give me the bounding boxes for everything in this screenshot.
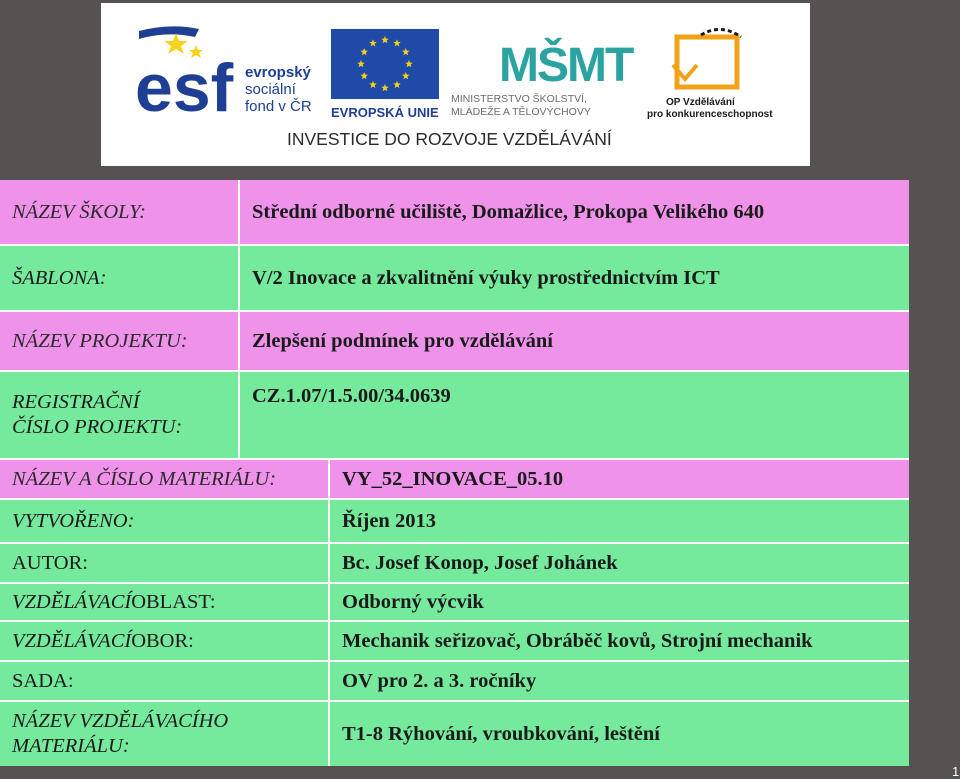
row-value: Mechanik seřizovač, Obráběč kovů, Strojní mechanik: [328, 622, 909, 660]
row-label: VZDĚLÁVACÍ OBLAST:: [12, 590, 216, 613]
row-education-field: [0, 620, 909, 660]
row-label: VZDĚLÁVACÍ OBOR:: [12, 629, 194, 652]
row-value: VY_52_INOVACE_05.10: [328, 460, 909, 498]
slogan: INVESTICE DO ROZVOJE VZDĚLÁVÁNÍ: [287, 129, 612, 149]
row-project-name: [0, 310, 909, 370]
row-label: VYTVOŘENO:: [12, 509, 135, 532]
row-value: Střední odborné učiliště, Domažlice, Prokopa Velikého 640: [238, 180, 909, 244]
op-line1: OP Vzdělávání: [666, 97, 735, 108]
row-label: NÁZEV A ČÍSLO MATERIÁLU:: [12, 467, 277, 490]
row-value: OV pro 2. a 3. ročníky: [328, 662, 909, 700]
row-school-name: [0, 180, 909, 244]
project-info-table: [0, 180, 909, 766]
row-template: [0, 244, 909, 310]
row-label: REGISTRAČNÍ ČÍSLO PROJEKTU:: [12, 391, 183, 438]
eu-caption: EVROPSKÁ UNIE: [331, 105, 439, 120]
row-label: SADA:: [12, 669, 74, 692]
op-line2: pro konkurenceschopnost: [647, 109, 773, 120]
esf-logo: [135, 26, 312, 126]
msmt-mark: MŠMT: [499, 39, 633, 92]
row-set: [0, 660, 909, 700]
row-value: CZ.1.07/1.5.00/34.0639: [238, 372, 909, 458]
row-education-area: [0, 582, 909, 620]
msmt-logo: [451, 37, 634, 118]
msmt-line2: MLÁDEŽE A TĚLOVÝCHOVY: [451, 106, 591, 118]
logo-strip: [101, 3, 810, 166]
row-value: T1-8 Rýhování, vroubkování, leštění: [328, 702, 909, 766]
row-registration-number: [0, 370, 909, 458]
page-number: 1: [952, 764, 960, 779]
row-value: Říjen 2013: [328, 500, 909, 542]
row-label: NÁZEV ŠKOLY:: [12, 200, 147, 223]
row-author: [0, 542, 909, 582]
esf-line1: evropský: [245, 64, 311, 81]
row-label: ŠABLONA:: [12, 266, 107, 289]
row-value: Bc. Josef Konop, Josef Johánek: [328, 544, 909, 582]
esf-line2: sociální: [245, 81, 296, 98]
row-value: Odborný výcvik: [328, 584, 909, 620]
logo-banner: [101, 3, 810, 166]
row-value: V/2 Inovace a zkvalitnění výuky prostřednictvím ICT: [238, 246, 909, 310]
esf-mark: esf: [135, 50, 234, 126]
row-label: NÁZEV VZDĚLÁVACÍHO MATERIÁLU:: [12, 710, 229, 757]
row-value: Zlepšení podmínek pro vzdělávání: [238, 312, 909, 370]
row-label: AUTOR:: [12, 551, 88, 574]
esf-line3: fond v ČR: [245, 98, 312, 115]
row-material-name: [0, 458, 909, 498]
eu-logo: [331, 29, 439, 120]
row-label: NÁZEV PROJEKTU:: [12, 329, 188, 352]
row-created: [0, 498, 909, 542]
msmt-line1: MINISTERSTVO ŠKOLSTVÍ,: [451, 93, 587, 105]
op-logo: [647, 29, 773, 120]
row-material-title: [0, 700, 909, 766]
